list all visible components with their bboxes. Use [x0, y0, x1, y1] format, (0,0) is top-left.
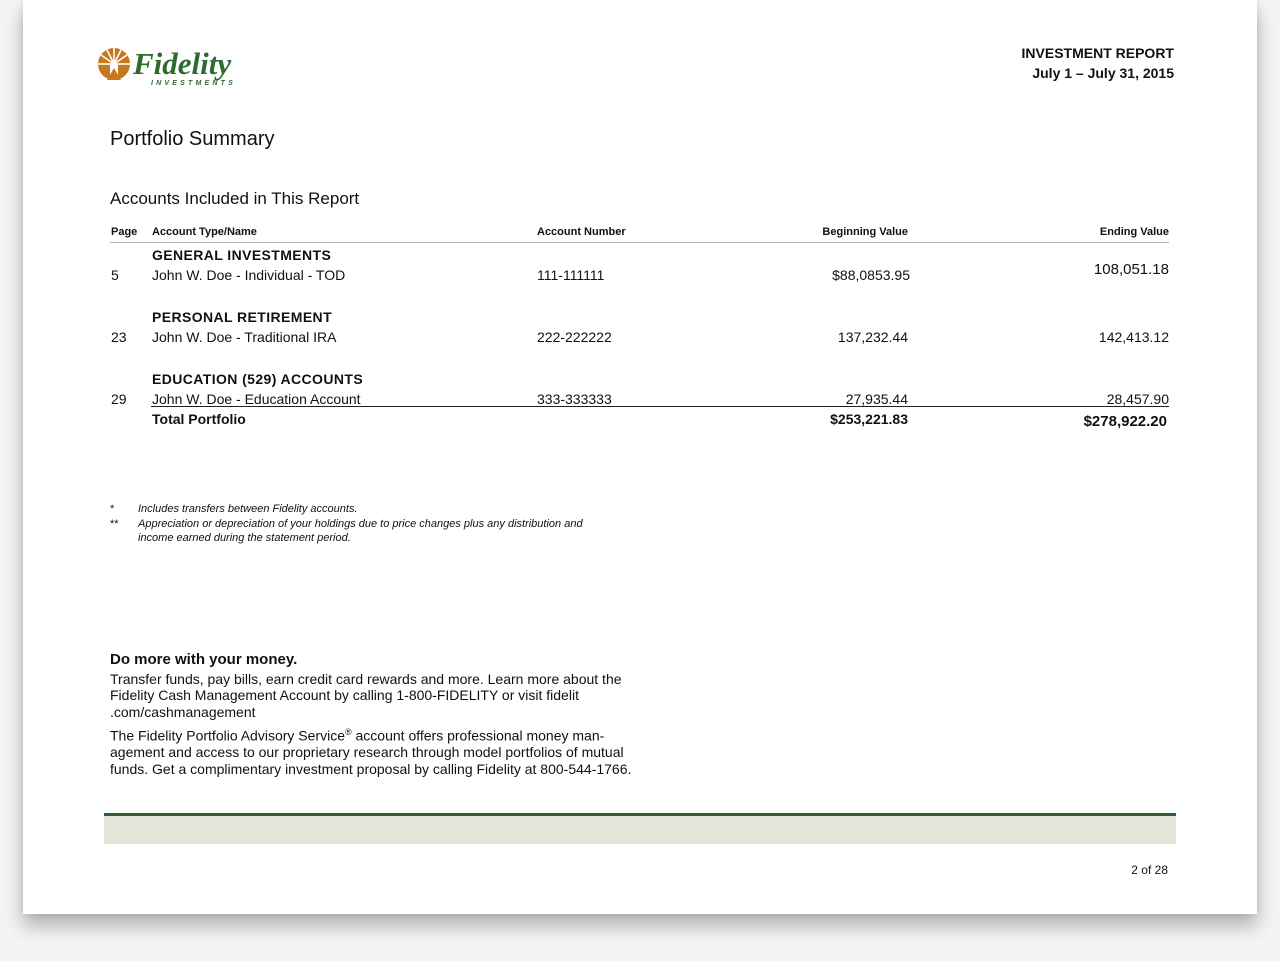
registered-mark: ®: [344, 727, 352, 737]
account-group: [110, 305, 1169, 367]
promo-paragraph: Transfer funds, pay bills, earn credit card rewards and more. Learn more about the Fidelity Cash Management Account by calling 1-800-FIDELITY or visit fidelit .com/cashmanagement: [110, 670, 622, 720]
row-ending-value: 28,457.90: [1106, 391, 1169, 407]
fidelity-logo: [95, 42, 265, 90]
promo-title: Do more with your money.: [110, 651, 298, 668]
table-header: [110, 226, 1169, 243]
table-row: [110, 261, 1169, 285]
footnote-mark: *: [110, 503, 115, 515]
promo-text: account offers professional money man-agement and access to our proprietary research through model portfolios of mutual funds. Get a complimentary investment proposal by calling Fidelity at 800-544-1766.: [110, 727, 632, 777]
col-ending-header: Ending Value: [1099, 226, 1169, 238]
footnote: [110, 531, 583, 546]
brand-sub: INVESTMENTS: [151, 80, 236, 87]
row-beginning-value: 137,232.44: [837, 329, 908, 345]
total-row: [110, 411, 1169, 431]
section-title: Accounts Included in This Report: [110, 189, 360, 208]
promo-paragraph: [110, 724, 640, 777]
report-period: July 1 – July 31, 2015: [1032, 65, 1174, 81]
total-beginning-value: $253,221.83: [830, 411, 908, 427]
account-group: [110, 243, 1169, 305]
row-ending-value: 142,413.12: [1098, 329, 1169, 345]
footnote: [110, 502, 583, 517]
group-title: GENERAL INVESTMENTS: [152, 247, 332, 263]
row-name: John W. Doe - Education Account: [152, 391, 361, 407]
footnote-text: Appreciation or depreciation of your holdings due to price changes plus any distribution and: [138, 517, 583, 530]
brand-name: Fidelity: [133, 46, 232, 81]
total-divider: [151, 406, 1169, 407]
footnotes: [110, 502, 583, 546]
statement-page: [23, 0, 1257, 914]
row-ending-value: 108,051.18: [1093, 261, 1169, 278]
row-page: 5: [111, 267, 119, 283]
row-account-number: 111-111111: [537, 267, 605, 283]
footnote-mark: **: [110, 517, 119, 530]
promo-section: [110, 652, 640, 781]
promo-text: The Fidelity Portfolio Advisory Service: [110, 727, 345, 744]
accounts-table: [110, 226, 1169, 429]
total-ending-value: $278,922.20: [1083, 413, 1167, 430]
row-beginning-value: 27,935.44: [845, 391, 908, 407]
row-account-number: 333-333333: [537, 391, 612, 407]
total-label: Total Portfolio: [152, 411, 246, 427]
group-title: EDUCATION (529) ACCOUNTS: [152, 371, 364, 387]
row-name: John W. Doe - Traditional IRA: [152, 329, 337, 345]
group-title: PERSONAL RETIREMENT: [152, 309, 333, 325]
footnote-text: income earned during the statement period.: [138, 532, 351, 544]
page-number: 2 of 28: [1131, 863, 1168, 877]
footnote-text: Includes transfers between Fidelity accounts.: [138, 503, 358, 515]
report-header: [1022, 43, 1174, 83]
row-beginning-value: $88,0853.95: [832, 267, 910, 283]
row-page: 29: [111, 391, 127, 407]
col-account-header: Account Number: [537, 226, 626, 238]
col-beginning-header: Beginning Value: [822, 226, 908, 238]
page-title: Portfolio Summary: [110, 128, 275, 150]
table-row: [110, 329, 1169, 347]
row-page: 23: [111, 329, 127, 345]
footnote: [110, 517, 583, 532]
col-name-header: Account Type/Name: [152, 226, 257, 238]
row-account-number: 222-222222: [537, 329, 612, 345]
report-title: INVESTMENT REPORT: [1021, 45, 1174, 61]
col-page-header: Page: [111, 226, 138, 238]
row-name: John W. Doe - Individual - TOD: [152, 267, 346, 283]
footer-band: [104, 813, 1176, 844]
footnote-mark: [110, 531, 138, 546]
